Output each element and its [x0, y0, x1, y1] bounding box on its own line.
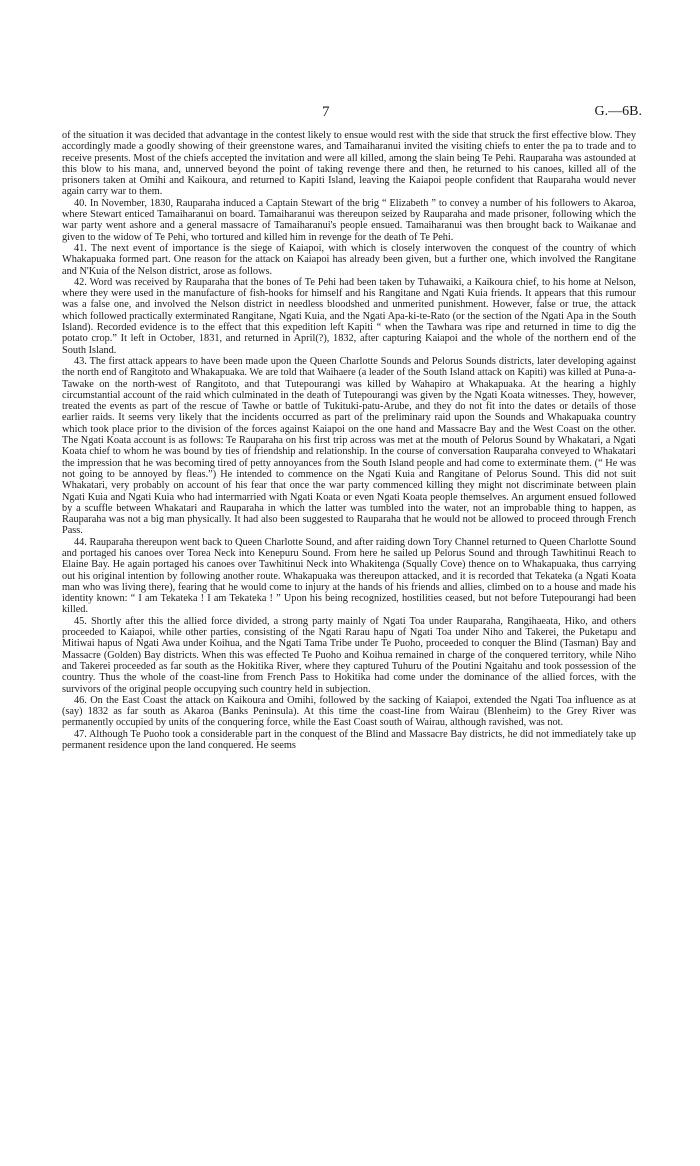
document-reference: G.—6B.	[594, 104, 642, 119]
paragraph-42: 42. Word was received by Rauparaha that the bones of Te Pehi had been taken by Tuhawaiki, a Kaikoura chief, to his home at Nelson, where they were used in the manufacture of fish-hooks for himself and his Rangitane and Ngati Kuia friends. It appears that this rumour was a false one, and involved the Nelson district in needless bloodshed and unmerited punishment. However, false or true, the attack which followed practically exterminated Rangitane, Ngati Kuia, and the Ngati Apa-ki-te-Rato (or the section of the Ngati Apa in the South Island). Recorded evidence is to the effect that this expedition left Kapiti “ when the Tawhara was ripe and returned in time to dig the potato crop.” It left in October, 1831, and returned in April(?), 1832, after capturing Kaiapoi and the whole of the northern end of the South Island.	[62, 276, 636, 356]
paragraph-45: 45. Shortly after this the allied force divided, a strong party mainly of Ngati Toa under Rauparaha, Rangihaeata, Hiko, and others proceeded to Kaiapoi, while other parties, consisting of the Ngati Rarau hapu of Ngati Toa under Niho and Takerei, the Puketapu and Mitiwai hapus of Ngati Awa under Koihua, and the Ngati Tama Tribe under Te Puoho, proceeded to conquer the Blind (Tasman) Bay and Massacre (Golden) Bay districts. When this was effected Te Puoho and Koihua remained in charge of the conquered territory, while Niho and Takerei proceeded as far south as the Hokitika River, where they captured Tuhuru of the Poutini Ngaitahu and took possession of the country. Thus the whole of the coast-line from French Pass to Hokitika had come under the dominance of the allied forces, with the survivors of the original people occupying such country held in subjection.	[62, 615, 636, 695]
paragraph-40: 40. In November, 1830, Rauparaha induced a Captain Stewart of the brig “ Elizabeth ” to convey a number of his followers to Akaroa, where Stewart enticed Tamaiharanui on board. Tamaiharanui was thereupon seized by Rauparaha and made prisoner, following which the war party went ashore and a general massacre of Tamaiharanui's people ensued. Tamaiharanui was then brought back to Waikanae and given to the widow of Te Pehi, who tortured and killed him in revenge for the death of Te Pehi.	[62, 197, 636, 243]
paragraph-41: 41. The next event of importance is the siege of Kaiapoi, with which is closely interwoven the conquest of the country of which Whakapuaka formed part. One reason for the attack on Kaiapoi has already been given, but a further one, which involved the Rangitane and N'Kuia of the Nelson district, arose as follows.	[62, 242, 636, 277]
paragraph-46: 46. On the East Coast the attack on Kaikoura and Omihi, followed by the sacking of Kaiapoi, extended the Ngati Toa influence as at (say) 1832 as far south as Akaroa (Banks Peninsula). At this time the coast-line from Wairau (Blenheim) to the Grey River was permanently occupied by units of the conquering force, while the East Coast south of Wairau, although ravished, was not.	[62, 694, 636, 729]
page-number: 7	[322, 104, 330, 120]
body-text	[62, 130, 636, 751]
paragraph-47: 47. Although Te Puoho took a considerable part in the conquest of the Blind and Massacre Bay districts, he did not immediately take up permanent residence upon the land conquered. He seems	[62, 728, 636, 752]
paragraph-44: 44. Rauparaha thereupon went back to Queen Charlotte Sound, and after raiding down Tory Channel returned to Queen Charlotte Sound and portaged his canoes over Torea Neck into Kenepuru Sound. From here he sailed up Pelorus Sound and through Tawhitinui Reach to Elaine Bay. He again portaged his canoes over Tawhitinui Neck into Whakitenga (Squally Cove) thence on to Whakapuaka, thus carrying out his original intention by following another route. Whakapuaka was thereupon attacked, and it is recorded that Tekateka (a Ngati Koata man who was living there), fearing that he would come to injury at the hands of his friends and allies, climbed on to a house and made his identity known: “ I am Tekateka ! I am Tekateka ! ” Upon his being recognized, hostilities ceased, but not before Tutepourangi had been killed.	[62, 536, 636, 616]
paragraph-43: 43. The first attack appears to have been made upon the Queen Charlotte Sounds and Pelorus Sounds districts, later developing against the north end of Rangitoto and Whakapuaka. We are told that Waihaere (a leader of the South Island attack on Kapiti) was killed at Puna-a-Tawake on the north-west of Rangitoto, and that Tutepourangi was killed by Wahapiro at Whakapuaka. At the hearing a highly circumstantial account of the raid which culminated in the death of Tutepourangi was given by the Ngati Koata witnesses. They, however, treated the events as part of the rescue of Tawhe or battle of Tukituki-patu-Arube, and they do not fit into the dates or details of those earlier raids. It seems very likely that the incidents occurred as part of the preliminary raid upon the Sounds and Whakapuaka country which took place prior to the division of the forces against Kaiapoi on the one hand and Massacre Bay and the West Coast on the other. The Ngati Koata account is as follows: Te Rauparaha on his first trip across was met at the mouth of Pelorus Sound by Whakatari, a Ngati Koata chief to whom he was bound by ties of friendship and relationship. In the course of conversation Rauparaha conveyed to Whakatari the impression that he was becoming tired of petty annoyances from the South Island people and had come to exterminate them. (“ He was not going to be annoyed by fleas.”) He intended to commence on the Ngati Kuia and Rangitane of Pelorus Sound. This did not suit Whakatari, very probably on account of his fear that once the war party commenced killing they might not discriminate between plain Ngati Kuia and Ngati Kuia who had intermarried with Ngati Koata or even Ngati Koata people themselves. An argument ensued followed by a scuffle between Whakatari and Rauparaha in which the latter was tumbled into the water, not an improbable thing to happen, as Rauparaha was not a big man physically. It had also been suggested to Rauparaha that he would not be allowed to proceed through French Pass.	[62, 355, 636, 537]
paragraph-continuation: of the situation it was decided that advantage in the contest likely to ensue would rest with the side that struck the first effective blow. They accordingly made a goodly showing of their greenstone wares, and Tamaiharanui invited the visiting chiefs to enter the pa to trade and to receive presents. Most of the chiefs accepted the invitation and were all killed, among the slain being Te Pehi. Rauparaha was astounded at this blow to his mana, and, unnerved beyond the point of taking revenge there and then, he returned to his canoes, killed all of the prisoners taken at Omihi and Kaikoura, and returned to Kapiti Island, leaving the Kaiapoi people confident that Rauparaha would never again carry war to them.	[62, 130, 636, 198]
